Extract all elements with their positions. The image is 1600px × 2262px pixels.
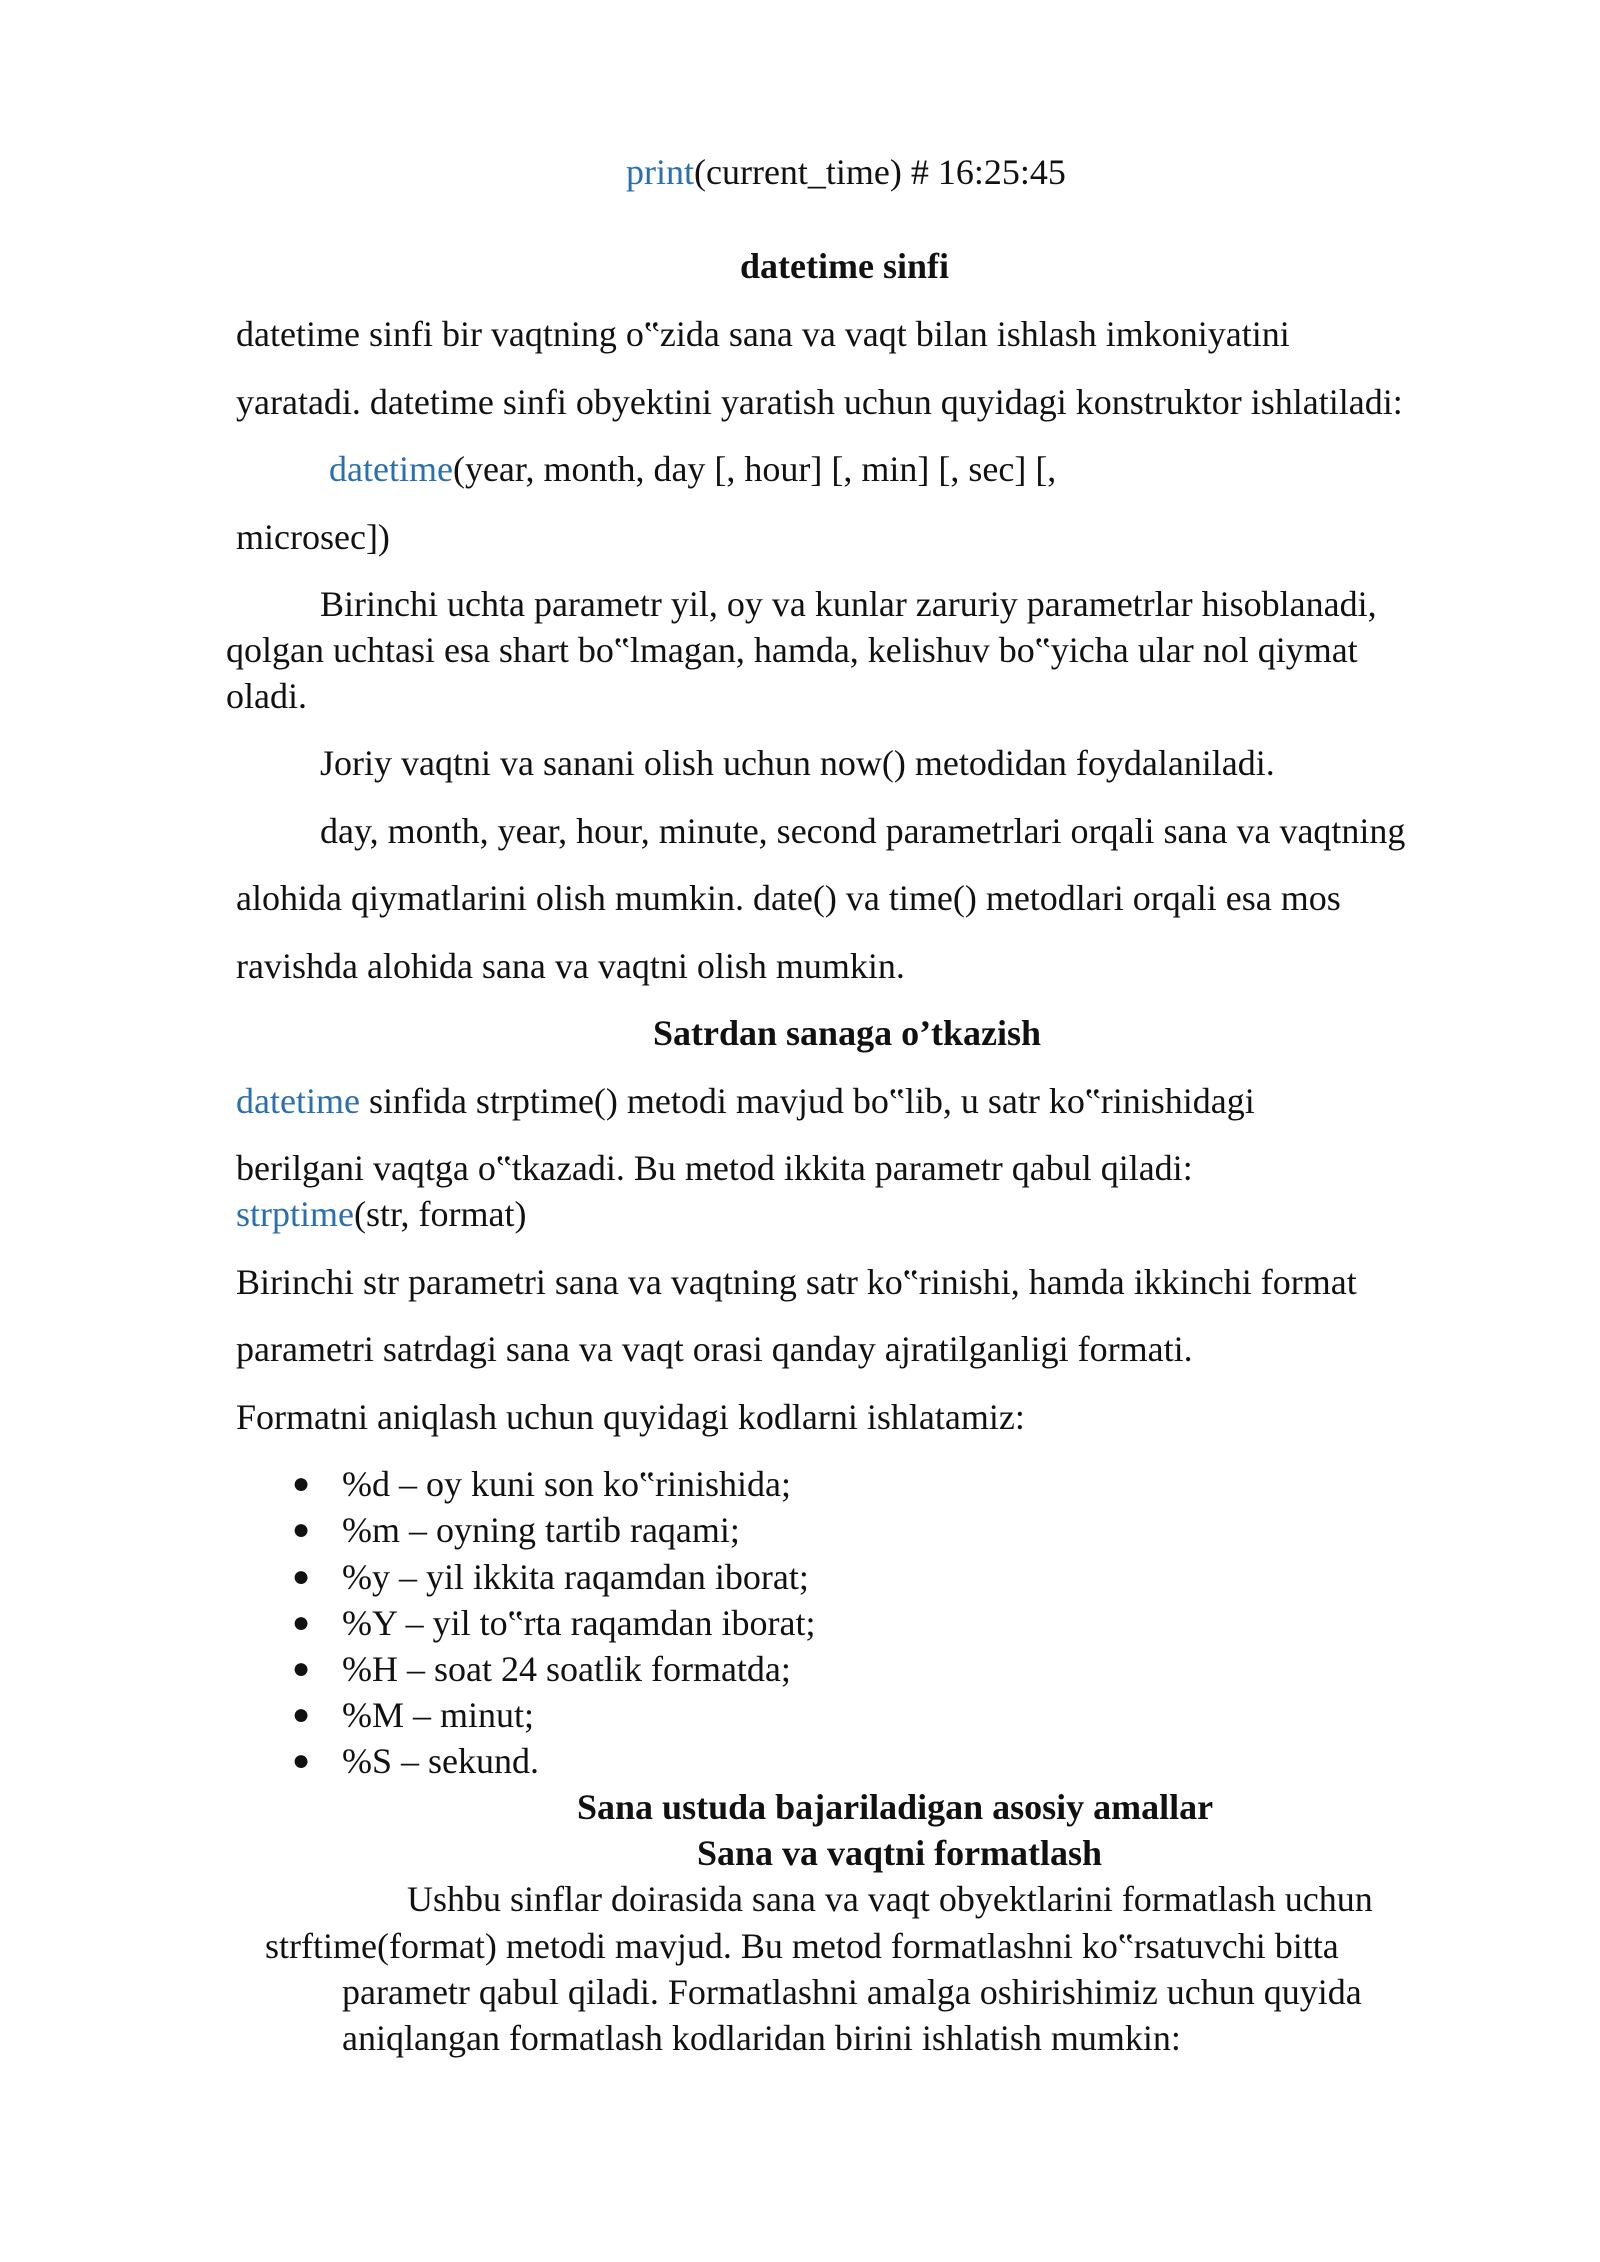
section-heading-datetime: datetime sinfi bbox=[740, 246, 949, 286]
bullet-icon: ● bbox=[292, 1560, 311, 1593]
str-param-line-2: parametri satrdagi sana va vaqt orasi qanday ajratilganligi formati. bbox=[236, 1329, 1193, 1369]
constructor-keyword: datetime bbox=[329, 449, 453, 489]
strftime-line-2: strftime(format) metodi mavjud. Bu metod formatlashni ko‟rsatuvchi bitta bbox=[265, 1926, 1339, 1966]
strptime-line-2: berilgani vaqtga o‟tkazadi. Bu metod ikkita parametr qabul qiladi: bbox=[236, 1148, 1193, 1188]
code-keyword-print: print bbox=[626, 152, 694, 192]
code-print-rest: (current_time) # 16:25:45 bbox=[694, 152, 1066, 192]
str-param-line-1: Birinchi str parametri sana va vaqtning satr ko‟rinishi, hamda ikkinchi format bbox=[236, 1262, 1357, 1302]
list-item: %d – oy kuni son ko‟rinishida; bbox=[342, 1464, 791, 1504]
strptime-args: (str, format) bbox=[353, 1194, 527, 1234]
strptime-keyword: strptime bbox=[236, 1194, 354, 1234]
list-item: %Y – yil to‟rta raqamdan iborat; bbox=[342, 1603, 816, 1643]
bullet-icon: ● bbox=[292, 1606, 311, 1639]
list-item: %M – minut; bbox=[342, 1695, 535, 1735]
list-item: %S – sekund. bbox=[342, 1741, 539, 1781]
list-item: %m – oyning tartib raqami; bbox=[342, 1510, 740, 1550]
strptime-line-1-text: sinfida strptime() metodi mavjud bo‟lib, u satr ko‟rinishidagi bbox=[359, 1081, 1255, 1121]
strptime-line-1 bbox=[236, 1079, 1255, 1123]
bullet-icon: ● bbox=[292, 1744, 311, 1777]
datetime-intro-line-2: yaratadi. datetime sinfi obyektini yaratish uchun quyidagi konstruktor ishlatiladi: bbox=[236, 382, 1403, 422]
list-item: %H – soat 24 soatlik formatda; bbox=[342, 1649, 791, 1689]
strftime-line-4: aniqlangan formatlash kodlaridan birini ishlatish mumkin: bbox=[342, 2018, 1181, 2058]
section-heading-amallar: Sana ustuda bajariladigan asosiy amallar bbox=[577, 1787, 1214, 1827]
codes-intro: Formatni aniqlash uchun quyidagi kodlarni ishlatamiz: bbox=[236, 1397, 1025, 1437]
section-heading-formatlash: Sana va vaqtni formatlash bbox=[697, 1833, 1103, 1873]
strftime-line-1: Ushbu sinflar doirasida sana va vaqt obyektlarini formatlash uchun bbox=[407, 1879, 1373, 1919]
now-paragraph: Joriy vaqtni va sanani olish uchun now() metodidan foydalaniladi. bbox=[320, 743, 1275, 783]
bullet-icon: ● bbox=[292, 1652, 311, 1685]
bullet-icon: ● bbox=[292, 1467, 311, 1500]
list-item: %y – yil ikkita raqamdan iborat; bbox=[342, 1557, 809, 1597]
params-line-1: Birinchi uchta parametr yil, oy va kunlar zaruriy parametrlar hisoblanadi, bbox=[320, 584, 1377, 624]
attr-line-2: alohida qiymatlarini olish mumkin. date() va time() metodlari orqali esa mos bbox=[236, 878, 1341, 918]
code-print-line bbox=[626, 150, 1066, 194]
strptime-signature bbox=[236, 1192, 526, 1236]
constructor-signature bbox=[329, 447, 1056, 491]
params-line-2: qolgan uchtasi esa shart bo‟lmagan, hamda, kelishuv bo‟yicha ular nol qiymat bbox=[226, 630, 1358, 670]
bullet-icon: ● bbox=[292, 1698, 311, 1731]
strftime-line-3: parametr qabul qiladi. Formatlashni amalga oshirishimiz uchun quyida bbox=[342, 1972, 1362, 2012]
params-line-3: oladi. bbox=[226, 676, 307, 716]
bullet-icon: ● bbox=[292, 1513, 311, 1546]
constructor-continuation: microsec]) bbox=[236, 517, 390, 557]
attr-line-3: ravishda alohida sana va vaqtni olish mumkin. bbox=[236, 946, 905, 986]
strptime-class-keyword: datetime bbox=[236, 1081, 360, 1121]
attr-line-1: day, month, year, hour, minute, second parametrlari orqali sana va vaqtning bbox=[320, 811, 1406, 851]
constructor-args: (year, month, day [, hour] [, min] [, sec] [, bbox=[452, 449, 1057, 489]
section-heading-strptime: Satrdan sanaga o’tkazish bbox=[653, 1013, 1042, 1053]
datetime-intro-line-1: datetime sinfi bir vaqtning o‟zida sana va vaqt bilan ishlash imkoniyatini bbox=[236, 314, 1290, 354]
